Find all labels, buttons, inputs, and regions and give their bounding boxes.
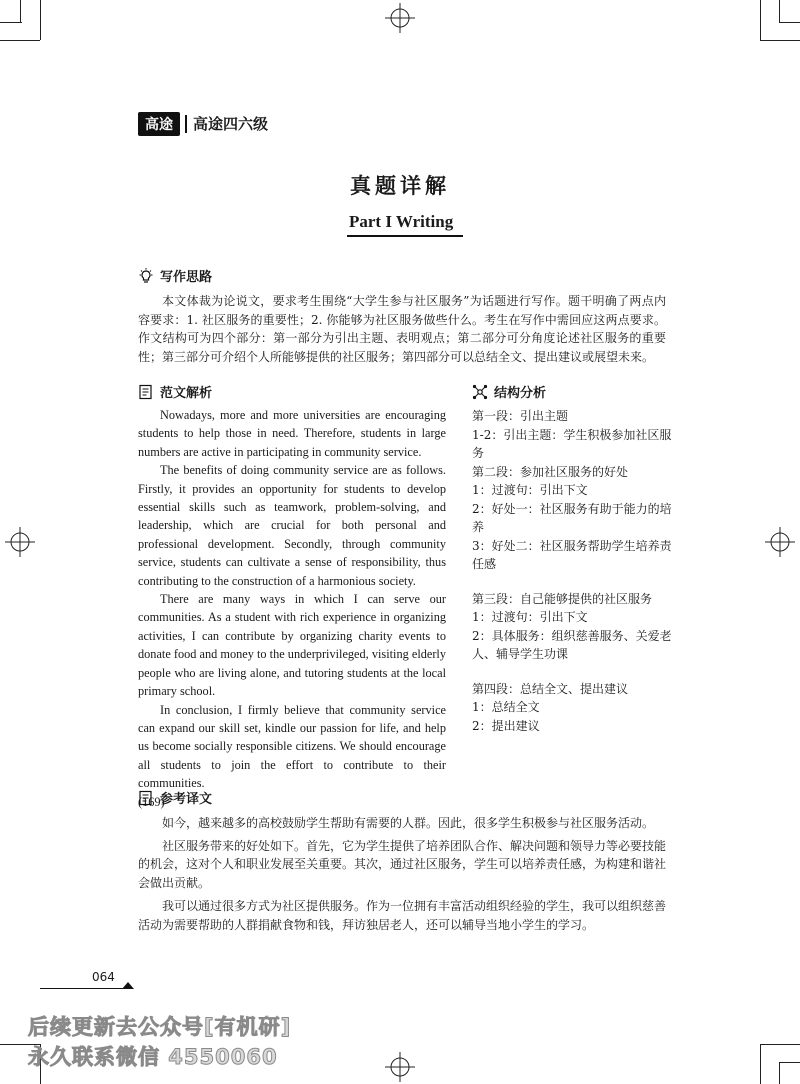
structure-item: 2：具体服务：组织慈善服务、关爱老人、辅导学生功课	[472, 628, 672, 661]
translation-paragraph: 我可以通过很多方式为社区提供服务。作为一位拥有丰富活动组织经验的学生，我可以组织慈善活动为需要帮助的人群捐献食物和钱，拜访独居老人，还可以辅导当地小学生的学习。	[138, 898, 667, 932]
writing-idea-title: 写作思路	[160, 270, 213, 285]
network-icon	[472, 384, 488, 400]
essay-paragraph: Nowadays, more and more universities are encouraging students to help those in need. Therefore, students in large numbers are active in participating in community service.	[138, 408, 446, 459]
structure-item: 1-2：引出主题：学生积极参加社区服务	[472, 427, 672, 460]
structure-item: 1：总结全文	[472, 700, 540, 714]
structure-heading	[472, 382, 546, 401]
registration-mark-left	[5, 527, 35, 557]
structure-title: 结构分析	[494, 386, 547, 401]
translation-paragraph: 社区服务带来的好处如下。首先，它为学生提供了培养团队合作、解决问题和领导力等必要技能的机会，这对个人和职业发展至关重要。其次，通过社区服务，学生可以培养责任感，为构建和谐社会做出贡献。	[138, 838, 667, 891]
writing-idea-text: 本文体裁为论说文，要求考生围绕“大学生参与社区服务”为话题进行写作。题干明确了两点内容要求：1. 社区服务的重要性；2. 你能够为社区服务做些什么。考生在写作中需回应这两点要求。作文结构可为四个部分：第一部分为引出主题、表明观点；第二部分可分角度论述社区服务的重要性；第三部分可介绍个人所能够提供的社区服务；第四部分可以总结全文、提出建议或展望未来。	[138, 294, 666, 365]
document-icon	[138, 384, 154, 400]
essay-paragraph: In conclusion, I firmly believe that community service can expand our skill set, kindle our passion for life, and help us become socially responsible citizens. We should encourage all students to join the effort to contribute to their communities.	[138, 702, 446, 791]
translation-title: 参考译文	[160, 792, 213, 807]
structure-item: 2：好处一：社区服务有助于能力的培养	[472, 501, 672, 534]
sample-essay	[138, 406, 446, 811]
translation-paragraph: 如今，越来越多的高校鼓励学生帮助有需要的人群。因此，很多学生积极参与社区服务活动。	[162, 816, 655, 830]
translation-text	[138, 814, 666, 934]
lightbulb-icon	[138, 268, 154, 284]
page-number-rule	[40, 988, 128, 989]
essay-paragraph: The benefits of doing community service are as follows. Firstly, it provides an opportunity for students to develop essential skills such as teamwork, problem-solving, and leadership, which are crucial for both personal and professional development. Secondly, through community service, students can cultivate a sense of responsibility, thus contributing to the construction of a harmonious society.	[138, 463, 446, 588]
brand-logo: 高途	[138, 112, 180, 136]
sample-title: 范文解析	[160, 386, 213, 401]
sample-heading	[138, 382, 212, 401]
watermark	[28, 1012, 291, 1072]
page-marker-triangle-icon	[122, 982, 134, 989]
structure-list	[472, 407, 672, 735]
page-title: 真题详解	[350, 173, 450, 198]
structure-item: 1：过渡句：引出下文	[472, 610, 588, 624]
registration-mark-top	[385, 3, 415, 33]
watermark-line: 后续更新去公众号[有机研]	[28, 1015, 292, 1039]
word-count: (169)	[138, 794, 165, 809]
part-title: Part I Writing	[349, 212, 454, 231]
structure-item: 第四段：总结全文、提出建议	[472, 681, 629, 696]
structure-item: 1：过渡句：引出下文	[472, 483, 588, 497]
part-title-underline	[347, 235, 463, 237]
page-number: 064	[92, 970, 115, 984]
structure-item: 第二段：参加社区服务的好处	[472, 464, 629, 479]
essay-paragraph: There are many ways in which I can serve our communities. As a student with rich experience in organizing activities, I can contribute by organizing charity events to donate food and money to the underprivileged, visiting elderly people who are living alone, and tutoring students at the local primary school.	[138, 592, 446, 699]
series-title: 高途四六级	[193, 115, 269, 133]
writing-idea-heading	[138, 266, 212, 285]
document-icon	[138, 790, 154, 806]
registration-mark-bottom	[385, 1052, 415, 1082]
structure-item: 第一段：引出主题	[472, 409, 569, 423]
structure-item: 3：好处二：社区服务帮助学生培养责任感	[472, 538, 672, 571]
translation-heading	[138, 788, 212, 807]
registration-mark-right	[765, 527, 795, 557]
structure-item: 第三段：自己能够提供的社区服务	[472, 591, 653, 606]
header-divider	[185, 115, 187, 133]
structure-item: 2：提出建议	[472, 718, 540, 733]
watermark-line: 永久联系微信 4550060	[28, 1045, 278, 1069]
